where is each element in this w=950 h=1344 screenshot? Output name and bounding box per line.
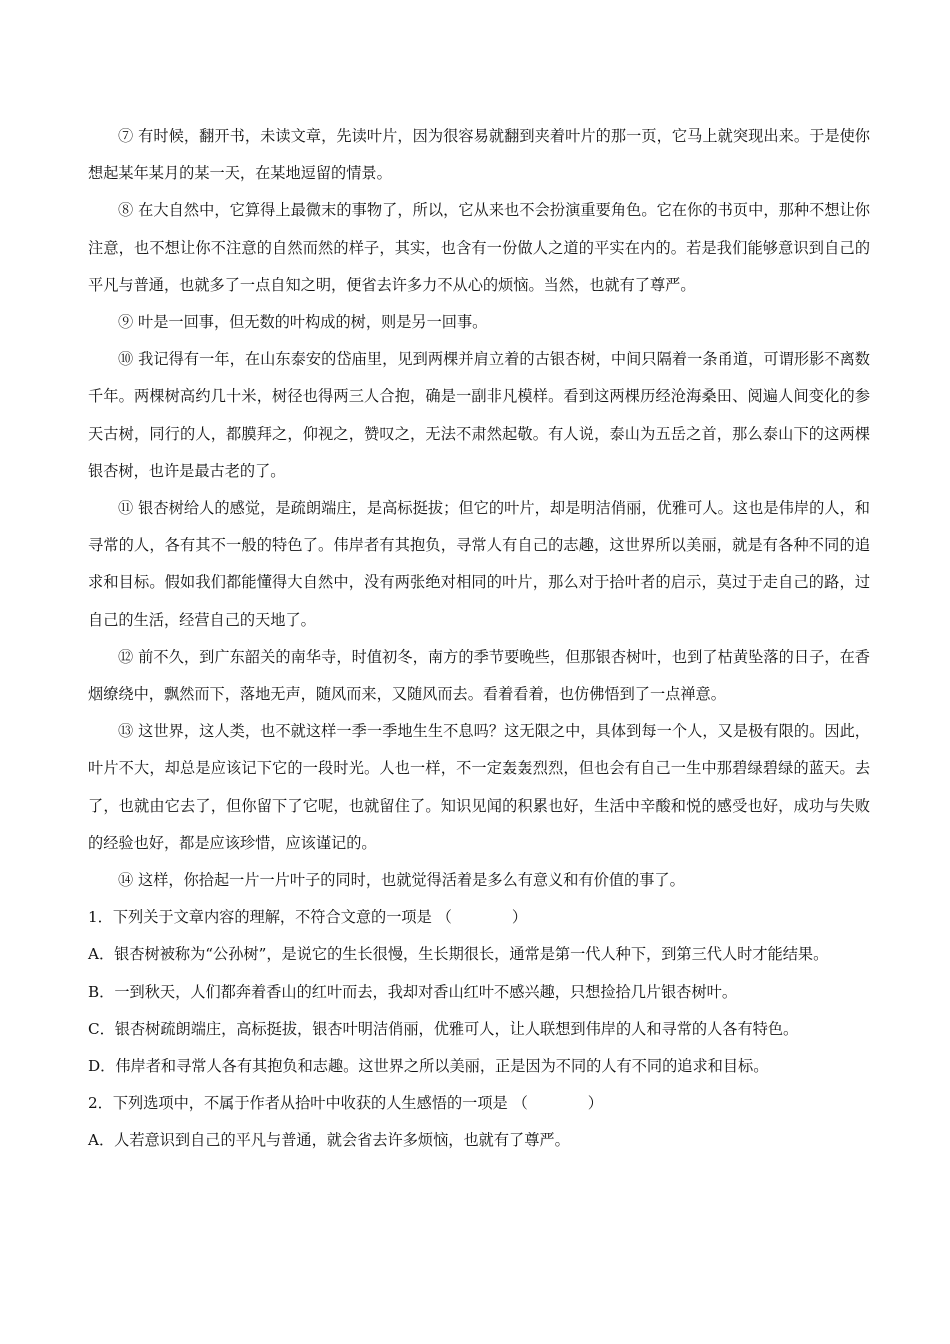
- option-c: C．银杏树疏朗端庄，高标挺拔，银杏叶明洁俏丽，优雅可人，让人联想到伟岸的人和寻常的人各有特色。: [88, 1019, 799, 1038]
- question-1: [88, 899, 870, 1085]
- paragraph-10: ⑩ 我记得有一年，在山东泰安的岱庙里，见到两棵并肩立着的古银杏树，中间只隔着一条甬道，可谓形影不离数千年。两棵树高约几十米，树径也得两三人合抱，确是一副非凡模样。看到这两棵历经沧海桑田、阅遍人间变化的参天古树，同行的人，都膜拜之，仰视之，赞叹之，无法不肃然起敬。有人说，泰山为五岳之首，那么泰山下的这两棵银杏树，也许是最古老的了。: [88, 350, 870, 480]
- answer-bracket-open: （: [512, 1094, 528, 1113]
- question-2: [88, 1085, 870, 1159]
- paragraph-11: ⑪ 银杏树给人的感觉，是疏朗端庄，是高标挺拔；但它的叶片，却是明洁俏丽，优雅可人。这也是伟岸的人，和寻常的人，各有其不一般的特色了。伟岸者有其抱负，寻常人有自己的志趣，这世界所以美丽，就是有各种不同的追求和目标。假如我们都能懂得大自然中，没有两张绝对相同的叶片，那么对于拾叶者的启示，莫过于走自己的路，过自己的生活，经营自己的天地了。: [88, 499, 870, 629]
- option-d: D．伟岸者和寻常人各有其抱负和志趣。这世界之所以美丽，正是因为不同的人有不同的追求和目标。: [88, 1057, 769, 1076]
- question-stem: [88, 899, 870, 936]
- answer-bracket-close: ）: [587, 1094, 603, 1113]
- option-b: B．一到秋天，人们都奔着香山的红叶而去，我却对香山红叶不感兴趣，只想捡拾几片银杏树叶。: [88, 982, 738, 1001]
- answer-bracket-close: ）: [511, 908, 527, 927]
- document-page: [88, 118, 870, 1160]
- option-a: A．人若意识到自己的平凡与普通，就会省去许多烦恼，也就有了尊严。: [88, 1131, 570, 1150]
- paragraph-7: ⑦ 有时候，翻开书，未读文章，先读叶片，因为很容易就翻到夹着叶片的那一页，它马上就突现出来。于是使你想起某年某月的某一天，在某地逗留的情景。: [88, 127, 870, 183]
- option-a: A．银杏树被称为“公孙树”，是说它的生长很慢，生长期很长，通常是第一代人种下，到第三代人时才能结果。: [88, 945, 829, 964]
- paragraph-8: ⑧ 在大自然中，它算得上最微末的事物了，所以，它从来也不会扮演重要角色。它在你的书页中，那种不想让你注意，也不想让你不注意的自然而然的样子，其实，也含有一份做人之道的平实在内的。若是我们能够意识到自己的平凡与普通，也就多了一点自知之明，便省去许多力不从心的烦恼。当然，也就有了尊严。: [88, 201, 870, 294]
- paragraph-9: ⑨ 叶是一回事，但无数的叶构成的树，则是另一回事。: [118, 313, 488, 332]
- paragraph-13: ⑬ 这世界，这人类，也不就这样一季一季地生生不息吗？这无限之中，具体到每一个人，又是极有限的。因此，叶片不大，却总是应该记下它的一段时光。人也一样，不一定轰轰烈烈，但也会有自己一生中那碧绿碧绿的蓝天。去了，也就由它去了，但你留下了它呢，也就留住了。知识见闻的积累也好，生活中辛酸和悦的感受也好，成功与失败的经验也好，都是应该珍惜，应该谨记的。: [88, 722, 870, 852]
- question-stem: [88, 1085, 870, 1122]
- question-stem-text: 1．下列关于文章内容的理解，不符合文意的一项是: [88, 908, 432, 927]
- paragraph-14: ⑭ 这样，你拾起一片一片叶子的同时，也就觉得活着是多么有意义和有价值的事了。: [118, 871, 685, 890]
- answer-bracket-open: （: [436, 908, 452, 927]
- paragraph-12: ⑫ 前不久，到广东韶关的南华寺，时值初冬，南方的季节要晚些，但那银杏树叶，也到了枯黄坠落的日子，在香烟缭绕中，飘然而下，落地无声，随风而来，又随风而去。看着看着，也仿佛悟到了一点禅意。: [88, 647, 870, 704]
- question-stem-text: 2．下列选项中，不属于作者从拾叶中收获的人生感悟的一项是: [88, 1094, 508, 1113]
